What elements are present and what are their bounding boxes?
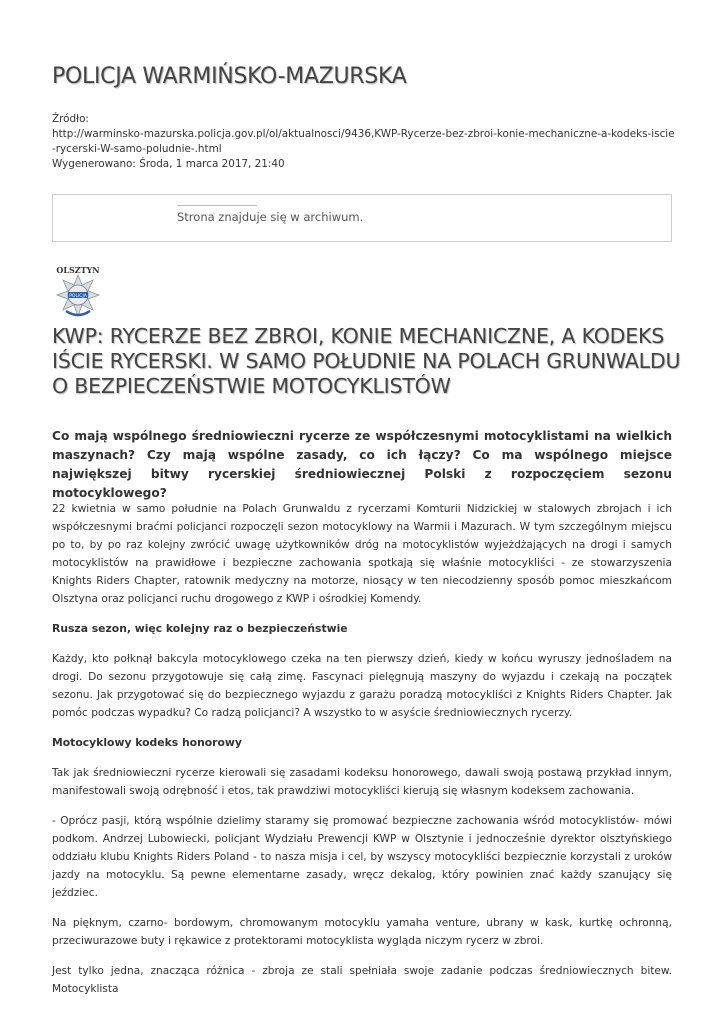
paragraph: Jest tylko jedna, znacząca różnica - zbroja ze stali spełniała swoje zadanie podczas średniowiecznych bitew. Motocyklista [52, 965, 672, 995]
archive-notice-text: Strona znajduje się w archiwum. [177, 210, 364, 224]
paragraph: 22 kwietnia w samo południe na Polach Grunwaldu z rycerzami Komturii Nidzickiej w stalowych zbrojach i ich współczesnymi braćmi policjanci rozpoczęli sezon motocyklowy na Warmii i Mazurach. W tym szczególnym miejscu po to, by po raz kolejny zwrócić uwagę użytkowników dróg na motocyklistów wyjeżdżających na drogi i samych motocyklistów na prawidłowe i bezpieczne zachowania spotkają się właśnie motocykliści - ze stowarzyszenia Knights Riders Chapter, ratownik medyczny na motorze, niosący w ten niecodzienny sposób pomoc mieszkańcom Olsztyna oraz policjanci ruchu drogowego z KWP i ośrodkiej Komendy. [52, 503, 672, 605]
section-heading: Rusza sezon, więc kolejny raz o bezpieczeństwie [52, 622, 348, 635]
section-heading: Motocyklowy kodeks honorowy [52, 736, 242, 749]
archive-divider [177, 205, 257, 206]
generated-date: Wygenerowano: Środa, 1 marca 2017, 21:40 [52, 158, 285, 170]
paragraph: - Oprócz pasji, którą wspólnie dzielimy staramy się promować bezpieczne zachowania wśród motocyklistów- mówi podkom. Andrzej Lubowiecki, policjant Wydziału Prewencji KWP w Olsztynie i jednocześnie dyrektor olsztyńskiego oddziału klubu Knights Riders Poland - to nasza misja i cel, by wszyscy motocykliści bezpiecznie korzystali z uroków jazdy na motocyklu. Są pewne elementarne zasady, wręcz dekalog, który powinien znać każdy szanujący się jeździec. [52, 815, 672, 899]
police-star-badge-icon [50, 265, 106, 321]
article-lead: Co mają wspólnego średniowieczni rycerze ze współczesnymi motocyklistami na wielkich maszynach? Czy mają wspólne zasady, co ich łączy? Co ma wspólnego miejsce największej bitwy rycerskiej średniowiecznej Polski z rozpoczęciem sezonu motocyklowego? [52, 429, 672, 500]
article-body [52, 500, 672, 1010]
article-title: KWP: RYCERZE BEZ ZBROI, KONIE MECHANICZNE, A KODEKS IŚCIE RYCERSKI. W SAMO POŁUDNIE NA POLACH GRUNWALDU O BEZPIECZEŃSTWIE MOTOCYKLISTÓW [52, 324, 681, 398]
archive-notice-box [52, 194, 672, 242]
paragraph: Każdy, kto połknął bakcyla motocyklowego czeka na ten pierwszy dzień, kiedy w końcu wyruszy jednośladem na drogi. Do sezonu przygotowuje się całą zimę. Fascynaci pielęgnują maszyny do wyjazdu i czekają na początek sezonu. Jak przygotować się do bezpiecznego wyjazdu z garażu poradzą motocykliści z Knights Riders Chapter. Jak pomóc podczas wypadku? Co radzą policjanci? A wszystko to w asyście średniowiecznych rycerzy. [52, 653, 672, 719]
paragraph: Tak jak średniowieczni rycerze kierowali się zasadami kodeksu honorowego, dawali swoją postawą przykład innym, manifestowali swoją odrębność i etos, tak prawdziwi motocykliści kierują się własnym kodeksem zachowania. [52, 767, 672, 797]
source-meta [52, 112, 676, 172]
source-label: Źródło: [52, 113, 89, 125]
source-url-link[interactable]: http://warminsko-mazurska.policja.gov.pl/ol/aktualnosci/9436,KWP-Rycerze-bez-zbroi-konie-mechaniczne-a-kodeks-iscie-rycerski-W-samo-poludnie-.html [52, 128, 675, 155]
paragraph: Na pięknym, czarno- bordowym, chromowanym motocyklu yamaha venture, ubrany w kask, kurtkę ochronną, przeciwurazowe buty i rękawice z protektorami motocyklista wygląda niczym rycerz w zbroi. [52, 917, 672, 947]
site-title: POLICJA WARMIŃSKO-MAZURSKA [52, 64, 407, 89]
logo-city-text: OLSZTYN [56, 265, 100, 275]
logo-badge-text: POLICJA [69, 294, 87, 299]
